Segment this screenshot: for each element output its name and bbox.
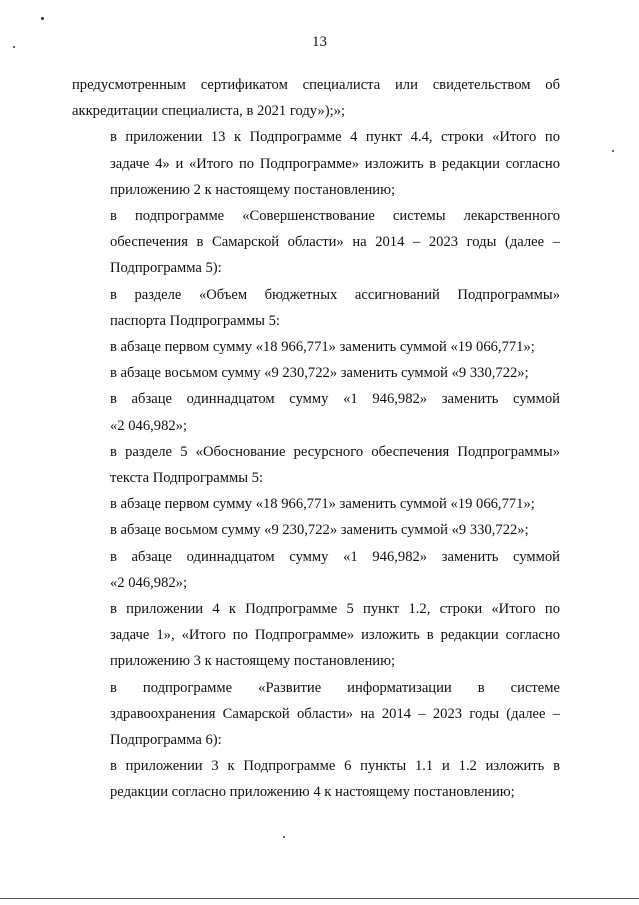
paragraph	[72, 439, 560, 491]
scan-speck	[283, 836, 285, 838]
page-number: 13	[312, 34, 327, 50]
text-line: задаче 1», «Итого по Подпрограмме» изложить в редакции согласно	[110, 627, 560, 644]
text-line: предусмотренным сертификатом специалиста или свидетельством об	[72, 77, 560, 93]
text-line: приложению 3 к настоящему постановлению;	[110, 653, 396, 670]
scan-edge-line	[0, 898, 639, 899]
paragraph	[72, 491, 560, 517]
text-line: редакции согласно приложению 4 к настоящему постановлению;	[110, 784, 515, 801]
text-line: «2 046,982»;	[110, 417, 188, 434]
paragraph	[72, 596, 560, 675]
text-line: в абзаце одиннадцатом сумму «1 946,982» заменить суммой	[110, 548, 560, 565]
text-line: приложению 2 к настоящему постановлению;	[110, 181, 396, 198]
paragraph	[72, 675, 560, 754]
text-line: текста Подпрограммы 5:	[110, 470, 264, 487]
text-line: в абзаце первом сумму «18 966,771» заменить суммой «19 066,771»;	[110, 496, 535, 513]
text-line: в разделе 5 «Обоснование ресурсного обеспечения Подпрограммы»	[110, 443, 560, 460]
paragraph	[72, 334, 560, 360]
scan-speck	[41, 17, 44, 20]
paragraph	[72, 124, 560, 203]
paragraph	[72, 282, 560, 334]
text-line: в абзаце восьмом сумму «9 230,722» заменить суммой «9 330,722»;	[110, 522, 529, 539]
text-line: в разделе «Объем бюджетных ассигнований Подпрограммы»	[110, 286, 560, 303]
text-line: обеспечения в Самарской области» на 2014 – 2023 годы (далее –	[110, 234, 560, 251]
scan-speck	[13, 46, 15, 48]
text-line: здравоохранения Самарской области» на 2014 – 2023 годы (далее –	[110, 705, 560, 722]
text-line: Подпрограмма 5):	[110, 260, 222, 277]
text-line: в абзаце первом сумму «18 966,771» заменить суммой «19 066,771»;	[110, 339, 535, 356]
text-line: «2 046,982»;	[110, 574, 188, 591]
text-line: в приложении 13 к Подпрограмме 4 пункт 4.4, строки «Итого по	[110, 129, 560, 146]
text-line: паспорта Подпрограммы 5:	[110, 312, 280, 329]
document-body	[72, 72, 560, 806]
text-line: задаче 4» и «Итого по Подпрограмме» изложить в редакции согласно	[110, 155, 560, 172]
paragraph	[72, 517, 560, 543]
paragraph	[72, 386, 560, 438]
text-line: в абзаце восьмом сумму «9 230,722» заменить суммой «9 330,722»;	[110, 365, 529, 382]
text-line: Подпрограмма 6):	[110, 732, 222, 749]
text-line: в подпрограмме «Развитие информатизации в системе	[110, 679, 560, 696]
text-line: аккредитации специалиста, в 2021 году»);»;	[72, 103, 345, 120]
paragraph	[72, 72, 560, 124]
paragraph	[72, 360, 560, 386]
paragraph	[72, 203, 560, 282]
text-line: в приложении 3 к Подпрограмме 6 пункты 1.1 и 1.2 изложить в	[110, 758, 560, 775]
text-line: в приложении 4 к Подпрограмме 5 пункт 1.2, строки «Итого по	[110, 601, 560, 618]
text-line: в абзаце одиннадцатом сумму «1 946,982» заменить суммой	[110, 391, 560, 408]
paragraph	[72, 753, 560, 805]
paragraph	[72, 544, 560, 596]
text-line: в подпрограмме «Совершенствование системы лекарственного	[110, 208, 560, 225]
scan-speck	[612, 150, 614, 152]
